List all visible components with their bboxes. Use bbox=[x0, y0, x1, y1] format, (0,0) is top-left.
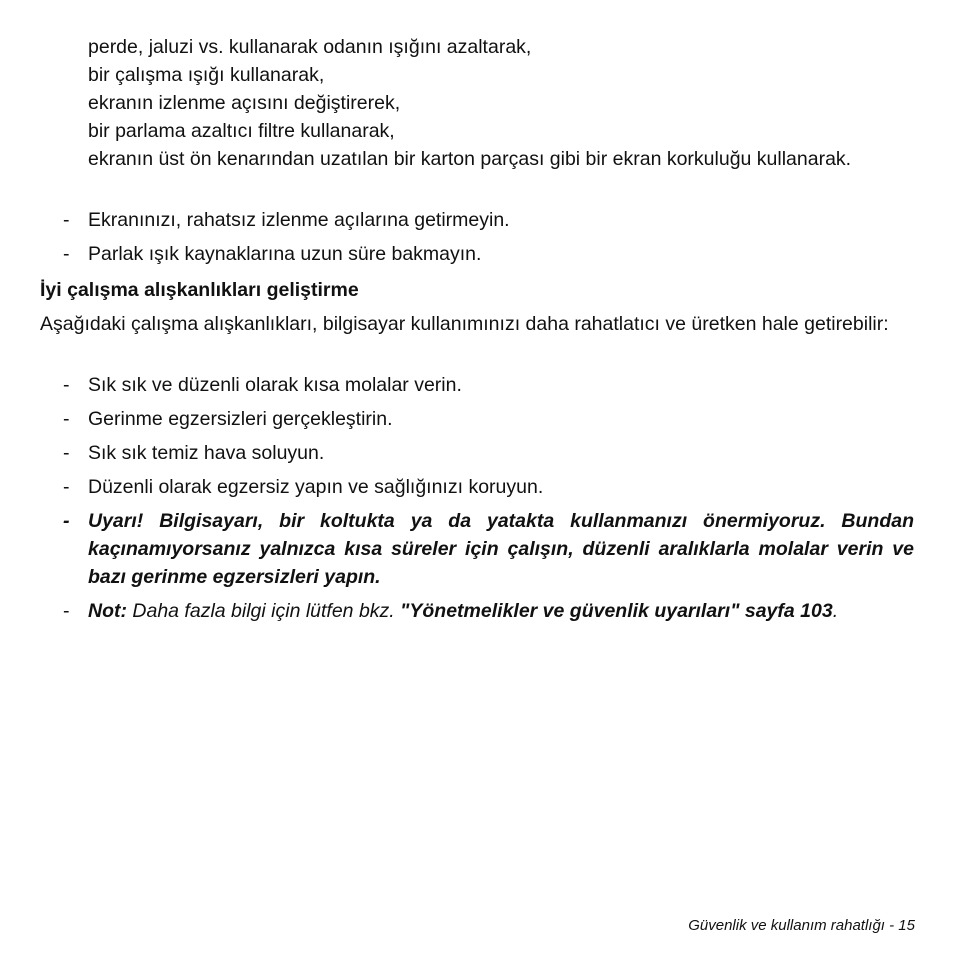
bullet-dash: - bbox=[63, 374, 70, 396]
bullet-text: Sık sık temiz hava soluyun. bbox=[88, 442, 325, 464]
list-item: ekranın izlenme açısını değiştirerek, bbox=[88, 92, 401, 114]
bullet-dash: - bbox=[63, 209, 70, 231]
bullet-dash: - bbox=[63, 243, 70, 265]
bullet-text: Gerinme egzersizleri gerçekleştirin. bbox=[88, 408, 393, 430]
bullet-item bbox=[0, 240, 954, 268]
bullet-dash: - bbox=[63, 442, 70, 464]
note-label: Not: bbox=[88, 600, 127, 622]
bullet-dash: - bbox=[63, 510, 70, 532]
bullet-item bbox=[0, 473, 954, 501]
note-reference-link[interactable]: "Yönetmelikler ve güvenlik uyarıları" sayfa 103 bbox=[400, 600, 833, 622]
bullet-item bbox=[0, 206, 954, 234]
note-end: . bbox=[832, 600, 839, 622]
note-text bbox=[88, 597, 914, 625]
section-heading: İyi çalışma alışkanlıkları geliştirme bbox=[40, 279, 359, 301]
list-continuation bbox=[88, 33, 914, 173]
bullet-text: Düzenli olarak egzersiz yapın ve sağlığınızı koruyun. bbox=[88, 476, 544, 498]
warning-text: Uyarı! Bilgisayarı, bir koltukta ya da yatakta kullanmanızı önermiyoruz. Bundan kaçınamıyorsanız yalnızca kısa süreler için çalışın, düzenli aralıklarla molalar verin ve bazı gerinme egzersizleri yapın. bbox=[88, 510, 914, 588]
bullet-text: Ekranınızı, rahatsız izlenme açılarına getirmeyin. bbox=[88, 209, 510, 231]
page-footer: Güvenlik ve kullanım rahatlığı - 15 bbox=[688, 917, 915, 934]
note-body: Daha fazla bilgi için lütfen bkz. bbox=[126, 600, 401, 622]
list-item: ekranın üst ön kenarından uzatılan bir karton parçası gibi bir ekran korkuluğu kullanarak. bbox=[88, 148, 852, 170]
bullet-dash: - bbox=[63, 600, 70, 622]
list-item: bir çalışma ışığı kullanarak, bbox=[88, 64, 325, 86]
warning-item bbox=[0, 507, 954, 591]
note-item bbox=[0, 597, 954, 625]
bullet-item bbox=[0, 405, 954, 433]
bullet-text: Parlak ışık kaynaklarına uzun süre bakmayın. bbox=[88, 243, 482, 265]
bullet-list-top bbox=[0, 206, 954, 268]
section-intro: Aşağıdaki çalışma alışkanlıkları, bilgisayar kullanımınızı daha rahatlatıcı ve üretken hale getirebilir: bbox=[40, 313, 889, 335]
bullet-list-habits bbox=[0, 371, 954, 625]
bullet-item bbox=[0, 439, 954, 467]
bullet-dash: - bbox=[63, 408, 70, 430]
bullet-text: Sık sık ve düzenli olarak kısa molalar verin. bbox=[88, 374, 462, 396]
bullet-item bbox=[0, 371, 954, 399]
list-item: perde, jaluzi vs. kullanarak odanın ışığını azaltarak, bbox=[88, 36, 532, 58]
bullet-dash: - bbox=[63, 476, 70, 498]
list-item: bir parlama azaltıcı filtre kullanarak, bbox=[88, 120, 395, 142]
